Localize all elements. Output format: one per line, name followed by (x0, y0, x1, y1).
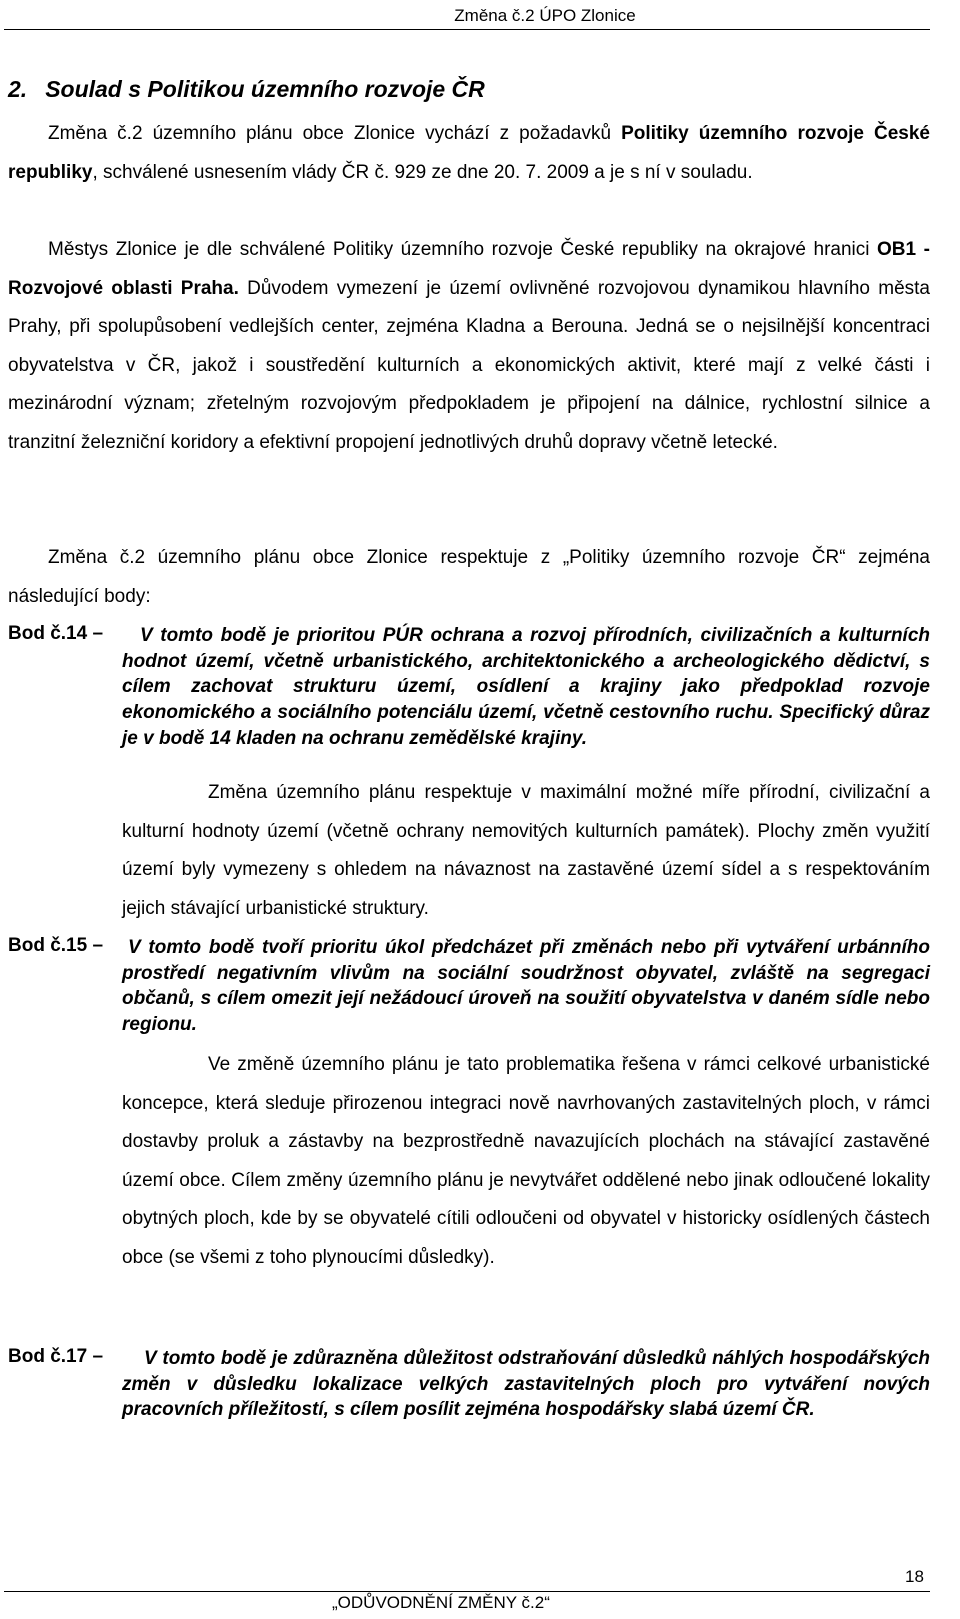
intro-p2-text-a: Městys Zlonice je dle schválené Politiky územního rozvoje České republiky na okrajové hranici (48, 239, 878, 260)
item-response-15: Ve změně územního plánu je tato problematika řešena v rámci celkové urbanistické koncepce, která sleduje přirozenou integraci nově navrhovaných zastavitelných ploch, v rámci dostavby proluk a zástavby na bezprostředně navazujících plochách na stávající zastavěné území obce. Cílem změny územního plánu je nevytvářet oddělené nebo jinak odloučené lokality obytných ploch, kde by se obyvatelé cítili odloučeni od obyvatel v historicky osídlených částech obce (se všemi z toho plynoucími důsledky). (122, 1054, 930, 1268)
header-divider (4, 29, 930, 30)
section-heading (8, 76, 485, 103)
item-policy-17: V tomto bodě je zdůrazněna důležitost odstraňování důsledků náhlých hospodářských změn v důsledku lokalizace velkých zastavitelných ploch pro vytváření nových pracovních příležitostí, s cílem posílit zejména hospodářsky slabá území ČR. (122, 1348, 930, 1421)
intro-p1-text-c: , schválené usnesením vlády ČR č. 929 ze dne 20. 7. 2009 a je s ní v souladu. (92, 161, 753, 183)
intro-p1-policy-name: Politiky územního rozvoje České republiky (8, 123, 930, 183)
footer-divider (4, 1591, 930, 1592)
running-header: Změna č.2 ÚPO Zlonice (454, 6, 636, 25)
page-number: 18 (905, 1567, 924, 1586)
intro-p1-text-a: Změna č.2 územního plánu obce Zlonice vychází z požadavků (48, 123, 622, 144)
item-response-14: Změna územního plánu respektuje v maximální možné míře přírodní, civilizační a kulturní hodnoty území (včetně ochrany nemovitých kulturních památek). Plochy změn využití území byly vymezeny s ohledem na návaznost na zastavěné území sídel a s respektováním jejich stávající urbanistické struktury. (122, 782, 930, 919)
item-policy-15: V tomto bodě tvoří prioritu úkol předcházet při změnách nebo při vytváření urbánního prostředí negativním vlivům na sociální soudržnost obyvatel, zvláště na segregaci občanů, s cílem omezit její nežádoucí úroveň na soužití obyvatelstva v daném sídle nebo regionu. (122, 937, 930, 1036)
intro-p2-area-name: OB1 - Rozvojové oblasti Praha. (8, 239, 930, 299)
item-policy-14: V tomto bodě je prioritou PÚR ochrana a rozvoj přírodních, civilizačních a kulturních hodnot území, včetně urbanistického, architektonického a archeologického dědictví, s cílem zachovat strukturu území, osídlení a krajiny jako předpoklad rozvoje ekonomického a sociálního potenciálu území, včetně cestovního ruchu. Specifický důraz je v bodě 14 kladen na ochranu zemědělské krajiny. (122, 625, 930, 749)
item-label-15: Bod č.15 – (8, 935, 104, 956)
intro-p2-text-c: Důvodem vymezení je území ovlivněné rozvojovou dynamikou hlavního města Prahy, při spolupůsobení vedlejších center, zejména Kladna a Berouna. Jedná se o nejsilnější koncentraci obyvatelstva v ČR, jakož i soustředění kulturních a ekonomických aktivit, které mají z velké části i mezinárodní význam; zřetelným rozvojovým předpokladem je připojení na dálnice, rychlostní silnice a tranzitní železniční koridory a efektivní propojení jednotlivých druhů dopravy včetně letecké. (8, 277, 930, 453)
intro-paragraph-1 (8, 115, 930, 192)
running-footer: „ODŮVODNĚNÍ ZMĚNY č.2“ (332, 1593, 550, 1612)
intro-paragraph-2 (8, 231, 930, 462)
item-label-17: Bod č.17 – (8, 1346, 104, 1367)
section-number: 2. (8, 76, 28, 102)
item-label-14: Bod č.14 – (8, 623, 104, 644)
intro-paragraph-3: Změna č.2 územního plánu obce Zlonice respektuje z „Politiky územního rozvoje ČR“ zejména následující body: (8, 547, 930, 607)
section-title: Soulad s Politikou územního rozvoje ČR (45, 76, 485, 102)
